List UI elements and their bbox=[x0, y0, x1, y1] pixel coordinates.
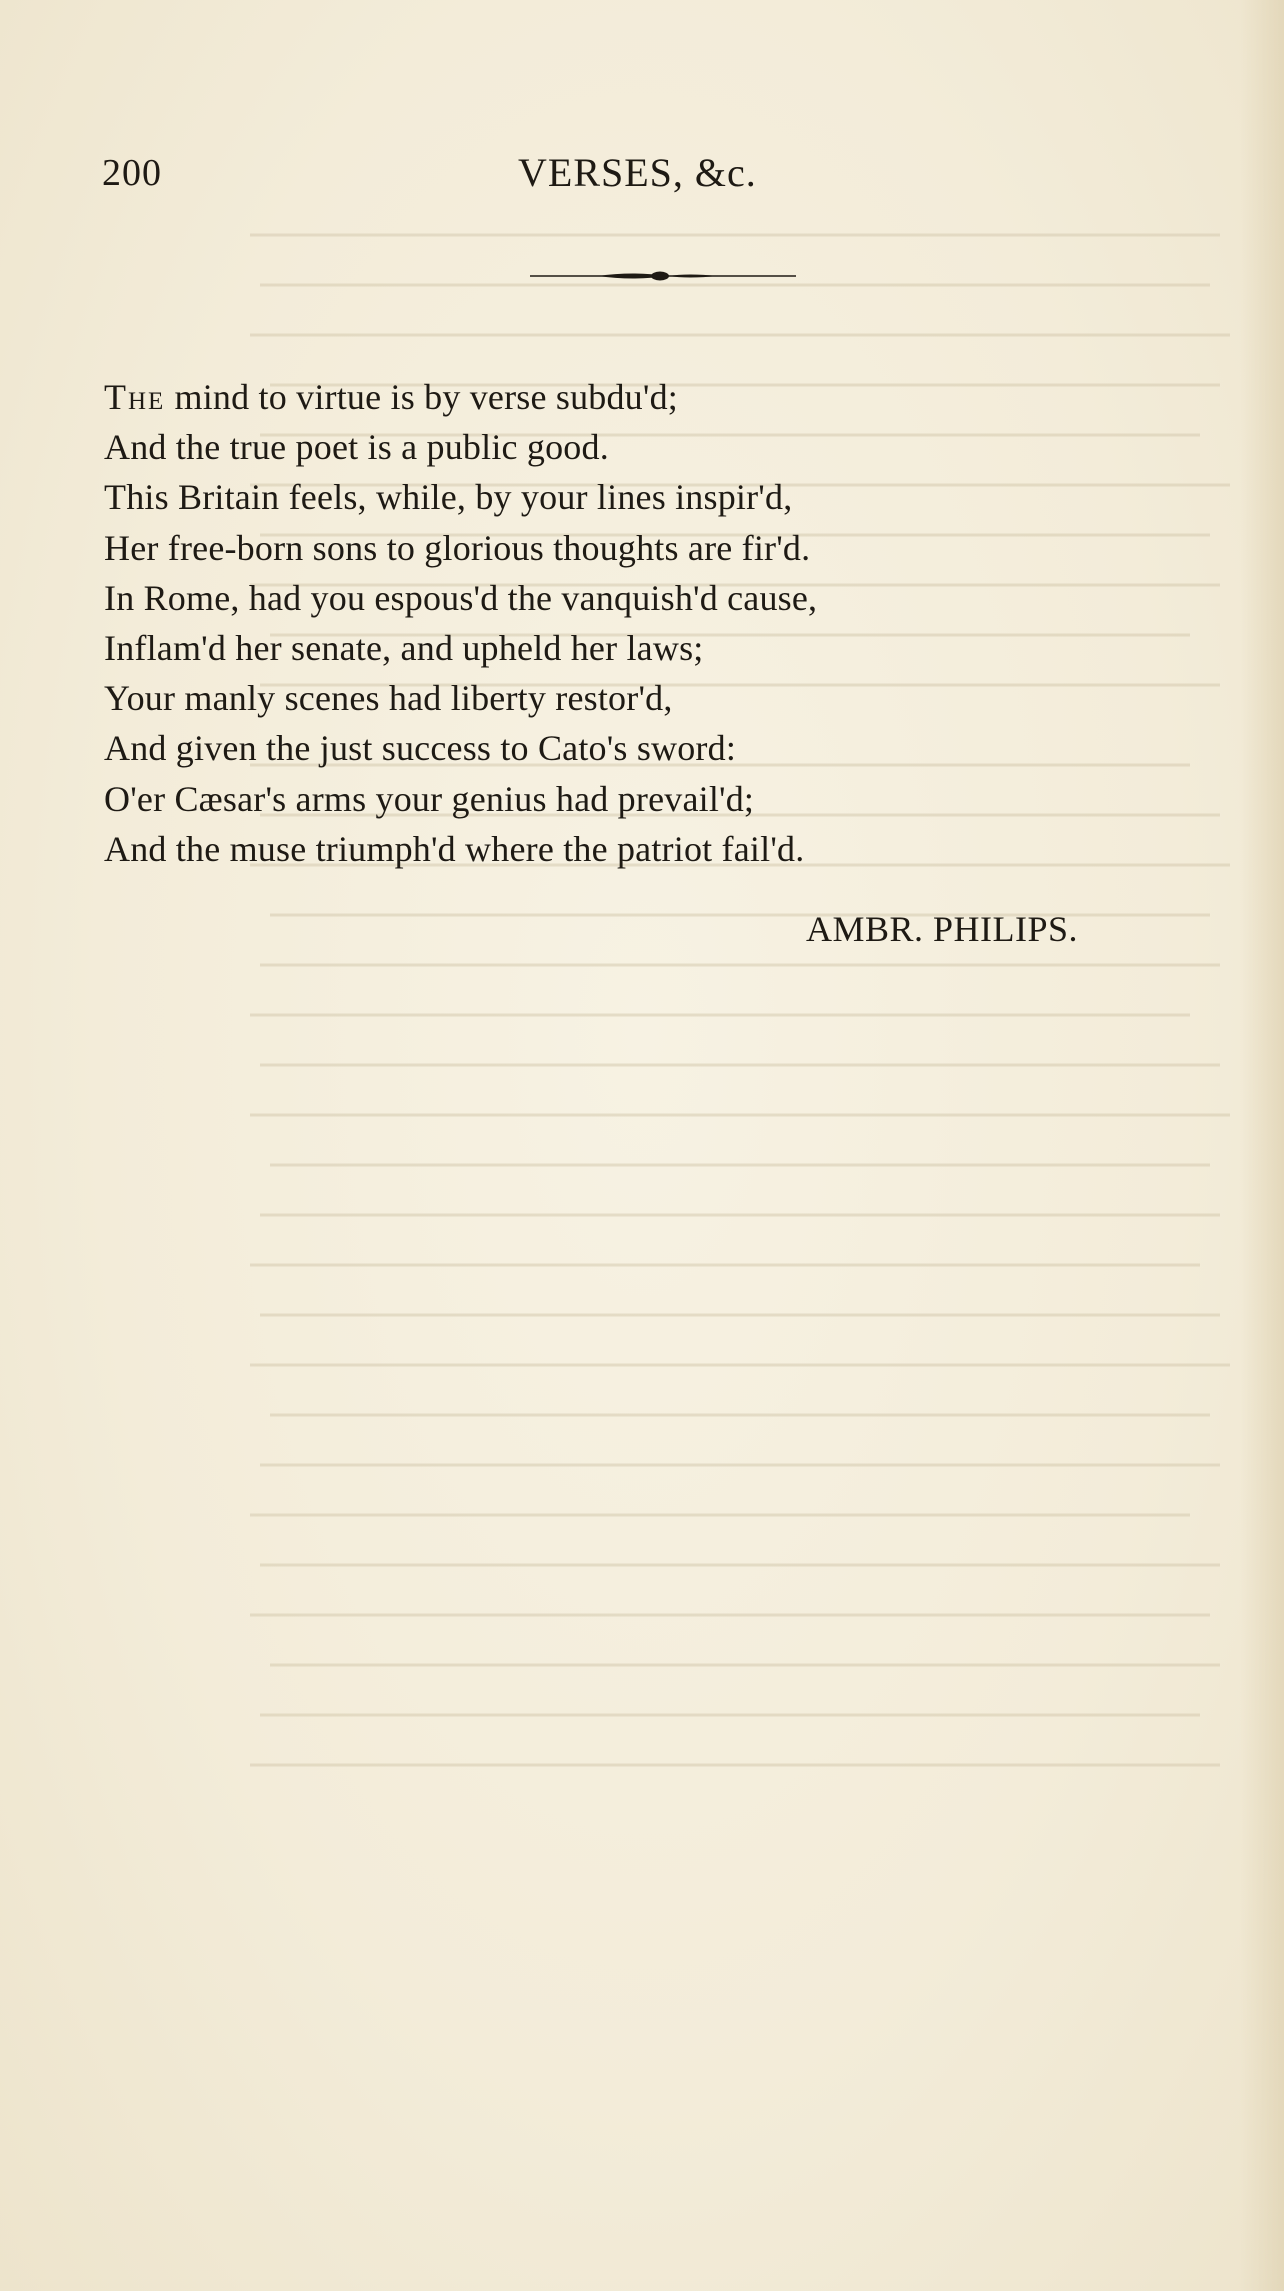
ornament-rule-icon bbox=[528, 268, 798, 284]
verse-line: Your manly scenes had liberty restor'd, bbox=[104, 678, 673, 719]
verse-line bbox=[104, 372, 1184, 422]
verse-line: And the muse triumph'd where the patriot fail'd. bbox=[104, 828, 805, 869]
verse-line: And given the just success to Cato's sword: bbox=[104, 728, 737, 769]
page-edge-shadow bbox=[1240, 0, 1284, 2291]
author-signature: AMBR. PHILIPS. bbox=[806, 909, 1079, 949]
running-title: VERSES, &c. bbox=[518, 150, 757, 195]
verse-line: Her free-born sons to glorious thoughts are fir'd. bbox=[104, 527, 811, 568]
verse-line: And the true poet is a public good. bbox=[104, 427, 609, 468]
verse-line: Inflam'd her senate, and upheld her laws; bbox=[104, 628, 704, 669]
verse-line: In Rome, had you espous'd the vanquish'd cause, bbox=[104, 577, 818, 618]
page-number: 200 bbox=[102, 152, 162, 194]
verse-line: This Britain feels, while, by your lines inspir'd, bbox=[104, 477, 793, 518]
running-header bbox=[0, 148, 1284, 198]
verse-line-text: mind to virtue is by verse subdu'd; bbox=[165, 377, 678, 417]
poem bbox=[104, 372, 1184, 874]
opening-word: The bbox=[104, 377, 166, 417]
verse-line: O'er Cæsar's arms your genius had prevail'd; bbox=[104, 778, 755, 819]
